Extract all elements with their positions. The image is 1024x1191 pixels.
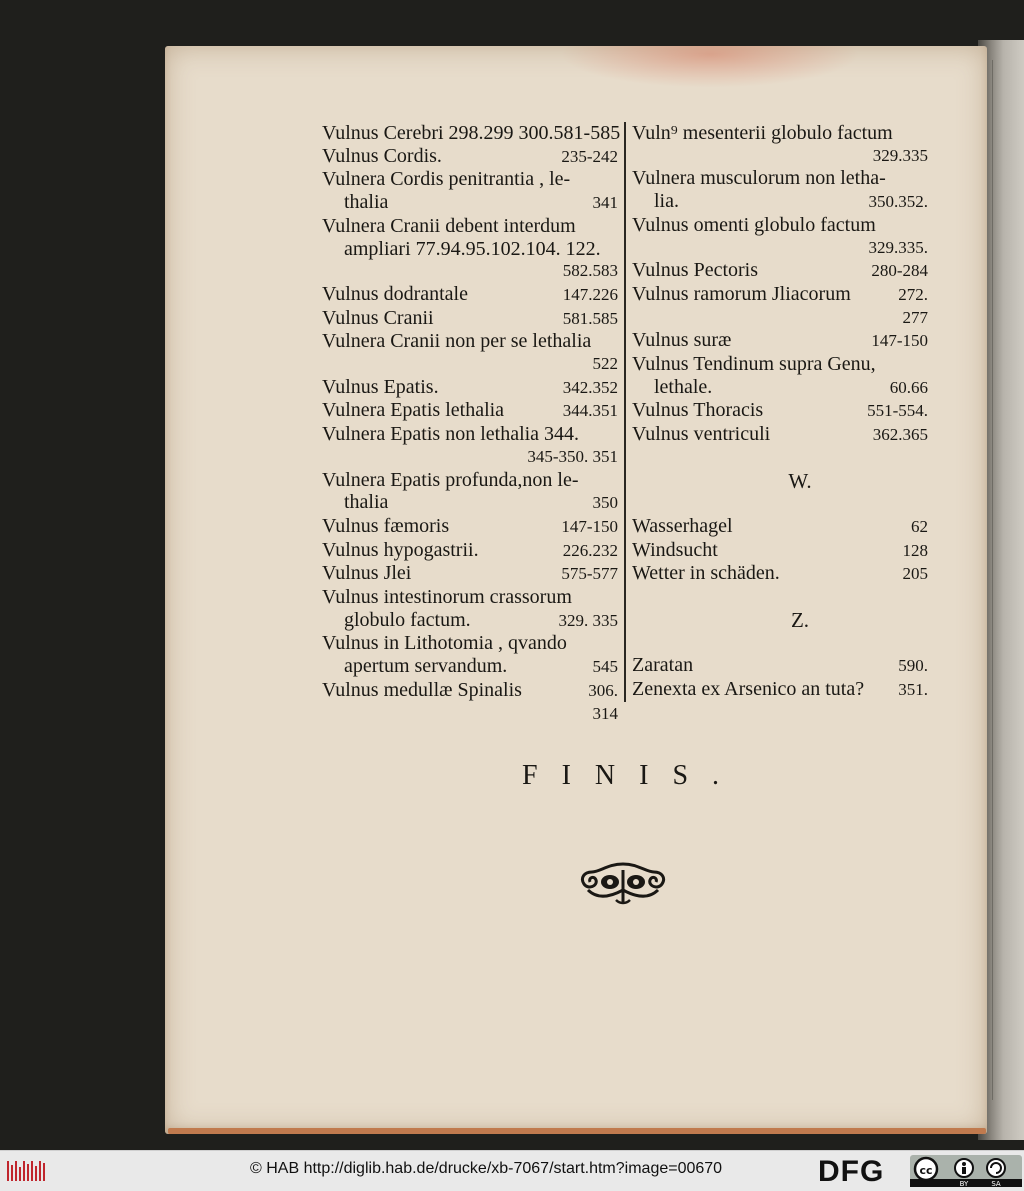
index-entry — [322, 191, 618, 215]
page-reference: 147.226 — [562, 284, 618, 304]
index-entry — [322, 655, 618, 679]
index-entry — [322, 330, 618, 353]
entry-text: Vulnera musculorum non letha- — [632, 167, 886, 190]
svg-text:BY: BY — [959, 1180, 969, 1187]
page-reference: 329. 335 — [558, 610, 618, 630]
entry-text: Vulnera Cordis penitrantia , le- — [322, 168, 571, 191]
index-entry — [322, 423, 618, 446]
entry-text: Vulnera Cranii debent interdum — [322, 214, 576, 237]
entry-text: thalia — [344, 191, 389, 214]
entry-text: Vulnus Jlei — [322, 562, 412, 585]
index-entry — [322, 168, 618, 191]
letter-heading: Z. — [790, 607, 810, 632]
blank-line — [632, 447, 928, 470]
entry-text: ampliari 77.94.95.102.104. 122. — [344, 237, 601, 260]
entry-text: Vulnus hypogastrii. — [322, 538, 479, 561]
page-reference: 345-350. 351 — [527, 446, 618, 466]
index-entry — [322, 609, 618, 633]
index-entry — [322, 145, 618, 169]
page-reference: 226.232 — [562, 540, 618, 560]
page-reference: 341 — [592, 193, 618, 213]
entry-text: lethale. — [654, 375, 713, 398]
page-reference: 329.335 — [872, 145, 928, 165]
entry-text: thalia — [344, 491, 389, 514]
finis-heading: FINIS. — [522, 760, 744, 791]
page-reference: 545 — [592, 657, 618, 677]
page-edge — [168, 1128, 986, 1134]
entry-text: Vulnera Epatis non lethalia 344. — [322, 423, 580, 446]
blank-line — [632, 586, 928, 609]
entry-text: Vulnus Cordis. — [322, 144, 442, 167]
page-reference: 344.351 — [562, 401, 618, 421]
entry-text: Vulnus Tendinum supra Genu, — [632, 353, 876, 376]
index-entry — [632, 329, 928, 353]
index-entry — [632, 214, 928, 237]
page-reference: 60.66 — [889, 377, 928, 397]
index-entry — [632, 283, 928, 307]
index-entry — [632, 376, 928, 400]
index-entry — [632, 678, 928, 702]
entry-text: apertum servandum. — [344, 655, 508, 678]
index-entry — [322, 238, 618, 261]
entry-text: lia. — [654, 190, 679, 213]
index-entry — [632, 353, 928, 376]
index-entry — [632, 167, 928, 190]
page-reference: 362.365 — [872, 425, 928, 445]
page-reference: 62 — [911, 516, 928, 536]
index-entry — [632, 515, 928, 539]
cc-license-icon[interactable] — [910, 1155, 1022, 1187]
entry-text: Wasserhagel — [632, 514, 733, 537]
index-entry — [632, 423, 928, 447]
page-reference: 350.352. — [868, 192, 928, 212]
index-column-right — [632, 122, 928, 702]
index-entry — [632, 562, 928, 586]
ornament-icon — [578, 860, 668, 906]
index-entry — [322, 539, 618, 563]
entry-text: Vulnus suræ — [632, 329, 732, 352]
page-reference: 306. — [588, 680, 618, 700]
index-entry — [322, 586, 618, 609]
entry-text: Vulnus fæmoris — [322, 514, 450, 537]
index-entry — [322, 632, 618, 655]
page-reference: 147-150 — [561, 516, 618, 536]
entry-text: Vulnus medullæ Spinalis — [322, 678, 522, 701]
page-reference: 329.335. — [868, 237, 928, 257]
index-entry — [322, 307, 618, 331]
entry-text: Vulnus Pectoris — [632, 259, 759, 282]
entry-text: Vulnus ramorum Jliacorum — [632, 282, 851, 305]
page-reference: 551-554. — [867, 401, 928, 421]
index-entry — [322, 215, 618, 238]
entry-text: Vulnus in Lithotomia , qvando — [322, 632, 567, 655]
page-reference: 314 — [592, 703, 618, 723]
page-reference: 272. — [898, 284, 928, 304]
dfg-logo: DFG — [818, 1155, 885, 1188]
page-reference: 205 — [902, 564, 928, 584]
ink-stain — [560, 46, 860, 88]
page-reference: 350 — [592, 493, 618, 513]
blank-line — [632, 631, 928, 654]
entry-text: Vulnus dodrantale — [322, 282, 468, 305]
page-reference: 277 — [902, 307, 928, 327]
index-entry — [322, 562, 618, 586]
index-entry — [632, 654, 928, 678]
entry-text: Windsucht — [632, 538, 718, 561]
index-entry — [632, 190, 928, 214]
entry-text: Vulnus Epatis. — [322, 375, 439, 398]
index-entry — [322, 679, 618, 703]
page-reference: 147-150 — [871, 331, 928, 351]
copyright-link[interactable]: © HAB http://diglib.hab.de/drucke/xb-7067/start.htm?image=00670 — [250, 1160, 723, 1177]
blank-line — [632, 492, 928, 515]
entry-text: Vulnus ventriculi — [632, 423, 771, 446]
index-entry — [322, 376, 618, 400]
page-reference: 342.352 — [562, 377, 618, 397]
index-entry — [632, 259, 928, 283]
svg-text:cc: cc — [919, 1164, 933, 1177]
page-reference: 128 — [902, 540, 928, 560]
hab-logo-icon — [6, 1159, 48, 1183]
index-entry — [632, 122, 928, 145]
index-entry — [322, 283, 618, 307]
index-entry — [632, 539, 928, 563]
entry-text: Vuln⁹ mesenterii globulo factum — [632, 122, 893, 144]
page-reference: 522 — [592, 354, 618, 374]
page-reference: 575-577 — [561, 564, 618, 584]
index-column-left — [322, 122, 621, 725]
index-entry — [322, 469, 618, 492]
entry-text: globulo factum. — [344, 608, 471, 631]
svg-text:SA: SA — [991, 1180, 1001, 1187]
entry-text: Vulnera Cranii non per se lethalia — [322, 330, 592, 353]
entry-text: Vulnus Thoracis — [632, 399, 764, 422]
entry-text: Vulnus intestinorum crassorum — [322, 586, 572, 609]
entry-text: Vulnus Cranii — [322, 306, 434, 329]
page-reference: 581.585 — [562, 308, 618, 328]
entry-text: Wetter in schäden. — [632, 562, 780, 585]
letter-heading: W. — [788, 468, 812, 493]
index-entry — [322, 515, 618, 539]
page-reference: 582.583 — [562, 261, 618, 281]
entry-text: Vulnera Epatis profunda,non le- — [322, 468, 579, 491]
entry-text: Zaratan — [632, 654, 694, 677]
index-entry — [322, 491, 618, 515]
page-reference: 351. — [898, 679, 928, 699]
page-reference: 235-242 — [561, 146, 618, 166]
page-reference: 590. — [898, 656, 928, 676]
column-divider — [624, 122, 626, 702]
entry-text: Zenexta ex Arsenico an tuta? — [632, 677, 865, 700]
page-reference: 280-284 — [871, 261, 928, 281]
entry-text: Vulnera Epatis lethalia — [322, 399, 505, 422]
entry-text: Vulnus Cerebri 298.299 300.581-585 — [322, 122, 621, 144]
index-entry — [322, 122, 621, 145]
index-entry — [632, 399, 928, 423]
viewer-footer — [0, 1150, 1024, 1191]
entry-text: Vulnus omenti globulo factum — [632, 213, 876, 236]
index-entry — [322, 399, 618, 423]
